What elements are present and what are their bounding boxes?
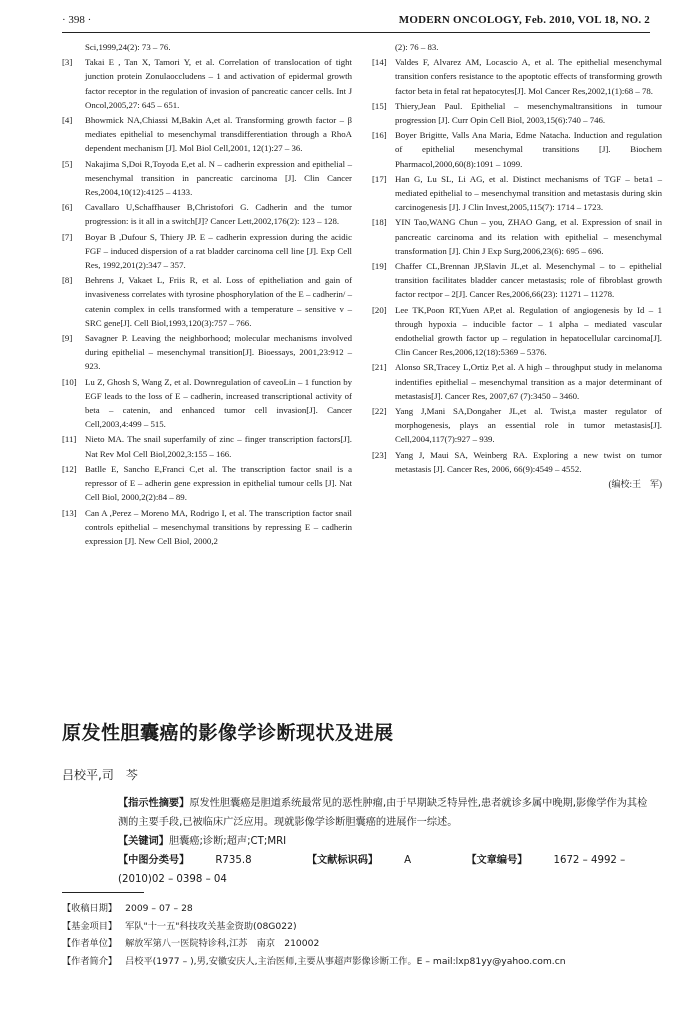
- reference-item: [372, 303, 662, 360]
- reference-text: Takai E , Tan X, Tamori Y, et al. Correlation of translocation of tight junction protein Zonulaoccludens – 1 and activation of epidermal growth factor receptor in the regulation of invasion of pancreatic cancer cells. Int J Oncol,2005,27: 645 – 651.: [85, 57, 352, 110]
- footnote-rule: [62, 892, 144, 893]
- reference-number: [14]: [372, 57, 387, 68]
- references-right-list: [372, 40, 662, 476]
- keywords-line: [118, 832, 650, 851]
- page-number: · 398 ·: [62, 14, 92, 26]
- footnote-text: 吕校平(1977 – ),男,安徽安庆人,主治医师,主要从事超声影像诊断工作。E – mail:lxp81yy@yahoo.com.cn: [125, 955, 566, 967]
- reference-number: [8]: [62, 275, 73, 286]
- header-rule: [62, 32, 650, 33]
- reference-item: [372, 99, 662, 127]
- clc-value: R735.8: [215, 855, 252, 866]
- footnote-row: [62, 935, 662, 953]
- reference-number: [13]: [62, 507, 77, 518]
- reference-text: Valdes F, Alvarez AM, Locascio A, et al. The epithelial mesenchymal transition confers resistance to the apoptotic effects of transforming growth factor beta in fetal rat hepatocytes[J]. Mol Cancer Res,2002,1(1):68 – 78.: [395, 57, 662, 96]
- reference-item: [372, 215, 662, 258]
- reference-number: [11]: [62, 434, 77, 445]
- reference-item: [372, 404, 662, 447]
- clc-label: 【中图分类号】: [118, 855, 190, 866]
- reference-number: [21]: [372, 362, 387, 373]
- reference-item: [372, 55, 662, 98]
- reference-text: Yang J, Maui SA, Weinberg RA. Exploring a new twist on tumor metastasis [J]. Cancer Res, 2006, 66(9):4549 – 4552.: [395, 449, 662, 474]
- reference-item: [62, 113, 352, 156]
- reference-number: [15]: [372, 100, 387, 111]
- references-left-column: [62, 40, 352, 549]
- reference-item: [62, 200, 352, 228]
- reference-item: [372, 40, 662, 54]
- footnote-row: [62, 953, 662, 971]
- reference-number: [6]: [62, 202, 73, 213]
- reference-text: Nieto MA. The snail superfamily of zinc – finger transcription factors[J]. Nat Rev Mol Cell Biol,2002,3:155 – 166.: [85, 434, 352, 459]
- reference-text: YIN Tao,WANG Chun – you, ZHAO Gang, et al. Expression of snail in pancreatic carcinoma and its relation with epithelial – mesenchymal transformation [J]. Chin J Exp Surg,2006,23(6): 695 – 696.: [395, 217, 662, 256]
- reference-number: [19]: [372, 261, 387, 272]
- footnote-text: 解放军第八一医院特诊科,江苏 南京 210002: [125, 938, 320, 949]
- reference-text: Thiery,Jean Paul. Epithelial – mesenchymaltransitions in tumour progression [J]. Curr Opin Cell Biol, 2003,15(6):740 – 746.: [395, 100, 662, 126]
- reference-text: Behrens J, Vakaet L, Friis R, et al. Loss of epitheliation and gain of invasiveness correlates with tyrosine phosphorylation of the E – cadherin/ – catenin complex in cells transformed with a temperature – sensitive v – SRC gene[J]. Cell Biol,1993,120(3):757 – 766.: [85, 275, 352, 328]
- reference-item: [62, 157, 352, 200]
- reference-number: [22]: [372, 406, 387, 417]
- reference-text: (2): 76 – 83.: [395, 42, 439, 52]
- reference-item: [62, 462, 352, 505]
- footnote-row: [62, 918, 662, 936]
- reference-text: Boyar B ,Dufour S, Thiery JP. E – cadherin expression during the acidic FGF – induced dispersion of a rat bladder carcinoma cell line [J]. Exp Cell Res, 1992,201(2):347 – 357.: [85, 231, 352, 271]
- keywords-label: 【关键词】: [118, 836, 169, 847]
- abstract-block: [118, 794, 650, 889]
- doc-code-item: [307, 855, 437, 866]
- reference-item: [62, 40, 352, 54]
- footnote-label: 【作者单位】: [62, 938, 118, 949]
- reference-number: [3]: [62, 57, 73, 68]
- editor-note: (编校:王 军): [608, 479, 662, 490]
- reference-text: Lee TK,Poon RT,Yuen AP,et al. Regulation of angiogenesis by Id – 1 through hypoxia – inducible factor – 1 alpha – mediated vascular endothelial growth factor up – regulation in hepatocellular carcinoma[J]. Clin Cancer Res,2006,12(18):5369 – 5376.: [395, 304, 662, 358]
- journal-title: MODERN ONCOLOGY, Feb. 2010, VOL 18, NO. 2: [398, 14, 650, 26]
- reference-text: Lu Z, Ghosh S, Wang Z, et al. Downregulation of caveoLin – 1 function by EGF leads to the loss of E – cadherin, increased transcriptional activity of beta – catenin, and enhanced tumor cell invasion[J]. Cancer Cell,2003,4:499 – 515.: [85, 376, 352, 430]
- clc-item: [118, 855, 278, 866]
- reference-number: [16]: [372, 130, 387, 141]
- reference-number: [23]: [372, 449, 387, 460]
- reference-text: Alonso SR,Tracey L,Ortiz P,et al. A high – throughput study in melanoma indentifies epithelial – mesenchymal transition as a major determinant of metastasis[J]. Cancer Res, 2007,67 (7):3450 – 3460.: [395, 362, 662, 401]
- footnotes: [62, 900, 662, 970]
- reference-text: Bhowmick NA,Chiassi M,Bakin A,et al. Transforming growth factor – β mediates epithelial to mesenchymal transdifferentiation through a RhoA dependent mechanism [J]. Mol Biol Cell,2001, 12(1):27 – 36.: [85, 115, 352, 154]
- reference-item: [62, 506, 352, 549]
- reference-item: [62, 273, 352, 330]
- reference-number: [18]: [372, 217, 387, 228]
- footnote-label: 【收稿日期】: [62, 903, 118, 914]
- reference-text: Chaffer CL,Brennan JP,Slavin JL,et al. Mesenchymal – to – epithelial transition facilitates bladder cancer metastasis; role of fibroblast growth factor rectpor – 2[J]. Cancer Res,2006,66(23): 11271 – 11278.: [395, 261, 662, 300]
- footnote-row: [62, 900, 662, 918]
- reference-item: [62, 331, 352, 374]
- article-title: 原发性胆囊癌的影像学诊断现状及进展: [62, 722, 394, 744]
- reference-item: [62, 55, 352, 112]
- reference-item: [62, 230, 352, 273]
- abstract-label: 【指示性摘要】: [118, 798, 190, 809]
- abstract-text: 原发性胆囊癌是胆道系统最常见的恶性肿瘤,由于早期缺乏特异性,患者就诊多属中晚期,影像学作为其检测的主要手段,已被临床广泛应用。现就影像学诊断胆囊癌的进展作一综述。: [118, 798, 648, 828]
- article-no-label: 【文章编号】: [466, 855, 528, 866]
- reference-number: [4]: [62, 115, 73, 126]
- keywords: 胆囊癌;诊断;超声;CT;MRI: [168, 836, 287, 847]
- reference-text: Nakajima S,Doi R,Toyoda E,et al. N – cadherin expression and epithelial – mesenchymal transition in pancreatic carcinoma [J]. Clin Cancer Res,2004,10(12):4125 – 4133.: [85, 158, 352, 198]
- reference-item: [372, 128, 662, 171]
- classification-row: [118, 851, 650, 889]
- reference-number: [10]: [62, 376, 77, 387]
- reference-text: Yang J,Mani SA,Dongaher JL,et al. Twist,a master regulator of morphogenesis, plays an essential role in tumor metastasis[J]. Cell,2004,117(7):927 – 939.: [395, 406, 662, 445]
- reference-number: [7]: [62, 231, 73, 242]
- reference-text: Can A ,Perez – Moreno MA, Rodrigo I, et al. The transcription factor snail controls epithelial – mesenchymal transitions by repressing E – cadherin expression [J]. New Cell Biol, 2000,2: [85, 507, 352, 546]
- reference-number: [20]: [372, 304, 387, 315]
- doc-code-value: A: [404, 855, 412, 866]
- page-header: [62, 14, 650, 32]
- footnote-text: 军队"十一五"科技攻关基金资助(08G022): [125, 920, 297, 932]
- reference-number: [9]: [62, 333, 73, 344]
- reference-item: [62, 432, 352, 460]
- footnote-text: 2009 – 07 – 28: [125, 903, 193, 914]
- reference-text: Han G, Lu SL, Li AG, et al. Distinct mechanisms of TGF – beta1 – mediated epithelial to – mesenchymal transition and metastasis during skin carcinogenesis [J]. J Clin Invest,2005,115(7): 1714 – 1723.: [395, 173, 662, 213]
- reference-text: Boyer Brigitte, Valls Ana Maria, Edme Natacha. Induction and regulation of epithelial mesenchymal transitions [J]. Biochem Pharmacol,2000,60(8):1091 – 1099.: [395, 130, 662, 169]
- reference-text: Sci,1999,24(2): 73 – 76.: [85, 42, 171, 52]
- reference-number: [17]: [372, 173, 387, 184]
- reference-item: [372, 259, 662, 302]
- doc-code-label: 【文献标识码】: [306, 855, 379, 866]
- reference-item: [372, 360, 662, 403]
- footnote-label: 【基金项目】: [62, 920, 118, 932]
- reference-number: [12]: [62, 463, 77, 474]
- footnote-label: 【作者简介】: [62, 955, 118, 967]
- reference-item: [372, 448, 662, 476]
- article-authors: 吕校平,司 芩: [62, 768, 138, 782]
- reference-item: [372, 172, 662, 215]
- reference-text: Batlle E, Sancho E,Franci C,et al. The transcription factor snail is a repressor of E – adherin gene expression in epithelial tumour cells [J]. Nat Cell Biol, 2000,2(2):84 – 89.: [85, 463, 352, 503]
- reference-number: [5]: [62, 158, 73, 169]
- reference-text: Savagner P. Leaving the neighborhood; molecular mechanisms involved during epithelial – mesenchymal transition[J]. Bioessays, 2001,23:912 – 923.: [85, 333, 352, 372]
- reference-item: [62, 375, 352, 432]
- references-right-column: [372, 40, 662, 491]
- abstract-paragraph: [118, 794, 650, 832]
- article-no-value: 1672 – 4992 – (2010)02 – 0398 – 04: [118, 855, 626, 885]
- reference-text: Cavallaro U,Schaffhauser B,Christofori G. Cadherin and the tumor progression: is it all in a switch[J]? Cancer Lett,2002,176(2): 123 – 128.: [85, 202, 352, 227]
